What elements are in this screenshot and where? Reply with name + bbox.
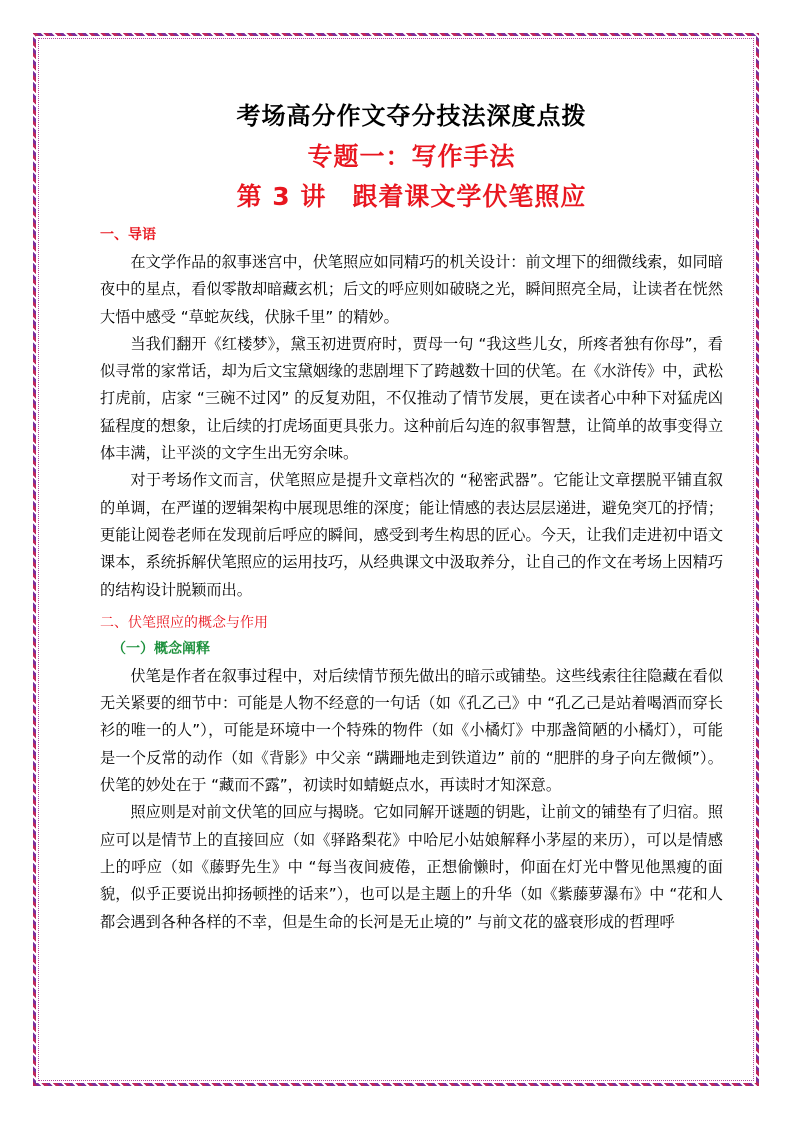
subsection-heading-definition: （一）概念阐释 (112, 640, 210, 657)
section-heading-intro: 一、导语 (100, 227, 156, 243)
main-title: 考场高分作文夺分技法深度点拨 (236, 102, 587, 130)
intro-paragraph-3: 对于考场作文而言，伏笔照应是提升文章档次的 “秘密武器”。它能让文章摆脱平铺直叙的单调，在严谨的逻辑架构中展现思维的深度；能让情感的表达层层递进，避免突兀的抒情；更能让阅卷老师在发现前后呼应的瞬间，感受到考生构思的匠心。今天，让我们走进初中语文课本，系统拆解伏笔照应的运用技巧，从经典课文中汲取养分，让自己的作文在考场上因精巧的结构设计脱颖而出。 (100, 471, 723, 599)
document-body (100, 98, 723, 936)
section-heading-concept: 二、伏笔照应的概念与作用 (100, 614, 268, 631)
intro-paragraph-2: 当我们翻开《红楼梦》，黛玉初进贾府时，贾母一句 “我这些儿女，所疼者独有你母”，看似寻常的家常话，却为后文宝黛姻缘的悲剧埋下了跨越数十回的伏笔。在《水浒传》中，武松打虎前，店家 “三碗不过冈” 的反复劝阻，不仅推动了情节发展，更在读者心中种下对猛虎凶猛程度的想象，让后续的打虎场面更具张力。这种前后勾连的叙事智慧，让简单的故事变得立体丰满，让平淡的文字生出无穷余味。 (100, 334, 723, 463)
intro-paragraph-1: 在文学作品的叙事迷宫中，伏笔照应如同精巧的机关设计：前文埋下的细微线索，如同暗夜中的星点，看似零散却暗藏玄机；后文的呼应则如破晓之光，瞬间照亮全局，让读者在恍然大悟中感受 “草蛇灰线，伏脉千里” 的精妙。 (100, 253, 723, 326)
lecture-title: 第 3 讲 跟着课文学伏笔照应 (236, 182, 587, 211)
topic-title: 专题一：写作手法 (307, 142, 516, 171)
definition-paragraph-1: 伏笔是作者在叙事过程中，对后续情节预先做出的暗示或铺垫。这些线索往往隐藏在看似无关紧要的细节中：可能是人物不经意的一句话（如《孔乙己》中 “孔乙己是站着喝酒而穿长衫的唯一的人”），可能是环境中一个特殊的物件（如《小橘灯》中那盏简陋的小橘灯），可能是一个反常的动作（如《背影》中父亲 “蹒跚地走到铁道边” 前的 “肥胖的身子向左微倾”）。伏笔的妙处在于 “藏而不露”，初读时如蜻蜓点水，再读时才知深意。 (100, 666, 723, 795)
definition-paragraph-2: 照应则是对前文伏笔的回应与揭晓。它如同解开谜题的钥匙，让前文的铺垫有了归宿。照应可以是情节上的直接回应（如《驿路梨花》中哈尼小姑娘解释小茅屋的来历），可以是情感上的呼应（如《藤野先生》中 “每当夜间疲倦，正想偷懒时，仰面在灯光中瞥见他黑瘦的面貌，似乎正要说出抑扬顿挫的话来”），也可以是主题上的升华（如《紫藤萝瀑布》中 “花和人都会遇到各种各样的不幸，但是生命的长河是无止境的” 与前文花的盛衰形成的哲理呼 (100, 803, 723, 931)
